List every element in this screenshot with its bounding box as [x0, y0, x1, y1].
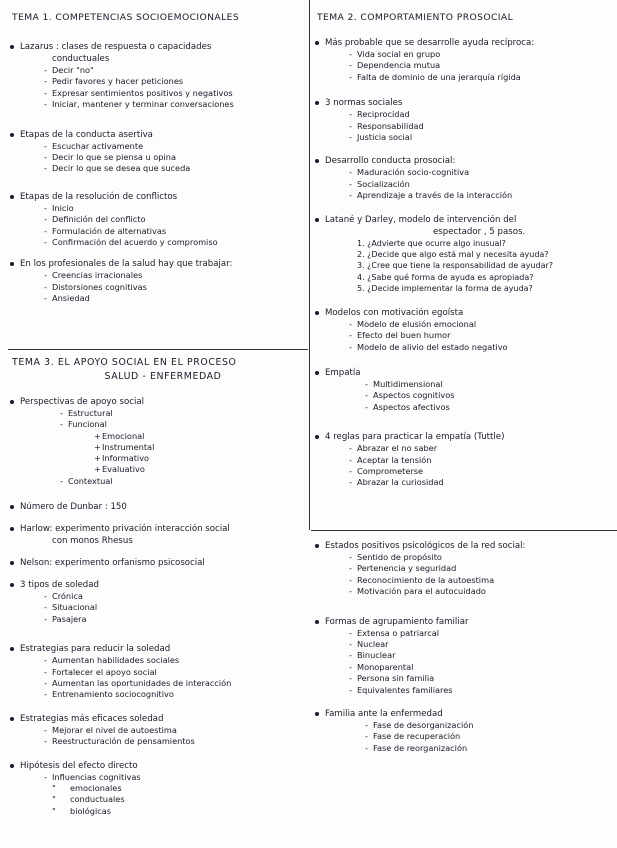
list-item: - Iniciar, mantener y terminar conversaciones — [8, 99, 306, 110]
estrategias-head: Estrategias para reducir la soledad — [8, 643, 306, 655]
list-item: - Sentido de propósito — [313, 552, 613, 563]
reglas-section — [313, 431, 613, 489]
tema3-title-line2: SALUD - ENFERMEDAD — [104, 371, 222, 382]
list-item: - Extensa o patriarcal — [313, 628, 613, 639]
modelos-section — [313, 307, 613, 353]
salud-head: En los profesionales de la salud hay que trabajar: — [8, 258, 306, 270]
estrategias-section — [8, 643, 306, 701]
list-item: " emocionales — [52, 783, 122, 794]
dunbar-section — [8, 501, 306, 513]
latane-cont: espectador , 5 pasos. — [433, 226, 526, 237]
right-column — [313, 8, 613, 499]
nelson-text: Nelson: experimento orfanismo psicosocial — [8, 557, 306, 569]
section-divider-left — [8, 349, 308, 350]
harlow-cont: con monos Rhesus — [52, 536, 133, 547]
probable-section — [313, 37, 613, 83]
list-item: - Reestructuración de pensamientos — [8, 736, 306, 747]
list-item: - Funcional — [8, 419, 306, 430]
list-item: - Pasajera — [8, 614, 306, 625]
list-item: - Expresar sentimientos positivos y negativos — [8, 88, 306, 99]
list-item: - Aspectos afectivos — [313, 402, 613, 413]
list-item: - Aprendizaje a través de la interacción — [313, 190, 613, 201]
list-item: - Aumentan las oportunidades de interacción — [8, 678, 306, 689]
conflictos-head: Etapas de la resolución de conflictos — [8, 191, 306, 203]
list-item: - Aspectos cognitivos — [313, 390, 613, 401]
normas-head: 3 normas sociales — [313, 97, 613, 109]
nelson-section — [8, 557, 306, 569]
list-item: - Motivación para el autocuidado — [313, 586, 613, 597]
list-item: 5. ¿Decide implementar la forma de ayuda? — [357, 284, 533, 294]
list-item: - Creencias irracionales — [8, 270, 306, 281]
familia-head: Familia ante la enfermedad — [313, 708, 613, 720]
estados-head: Estados positivos psicológicos de la red social: — [313, 540, 613, 552]
left-column — [8, 8, 306, 315]
tema2-title: TEMA 2. COMPORTAMIENTO PROSOCIAL — [317, 12, 514, 23]
sub-item: + Instrumental — [8, 442, 306, 453]
list-item: - Definición del conflicto — [8, 214, 306, 225]
list-item: - Pedir favores y hacer peticiones — [8, 76, 306, 87]
list-item: - Persona sin familia — [313, 673, 613, 684]
empatia-head: Empatía — [313, 367, 613, 379]
list-item: - Entrenamiento sociocognitivo — [8, 689, 306, 700]
list-item: - Decir "no" — [8, 65, 306, 76]
list-item: - Reciprocidad — [313, 109, 613, 120]
column-divider — [309, 0, 310, 530]
probable-head: Más probable que se desarrolle ayuda recíproca: — [313, 37, 613, 49]
list-item: - Equivalentes familiares — [313, 685, 613, 696]
list-item: - Maduración socio-cognitiva — [313, 167, 613, 178]
dunbar-text: Número de Dunbar : 150 — [8, 501, 306, 513]
list-item: - Situacional — [8, 602, 306, 613]
latane-section — [313, 214, 613, 295]
salud-section — [8, 258, 306, 304]
list-item: - Modelo de elusión emocional — [313, 319, 613, 330]
hipotesis-head: Hipótesis del efecto directo — [8, 760, 306, 772]
formas-head: Formas de agrupamiento familiar — [313, 616, 613, 628]
list-item: - Monoparental — [313, 662, 613, 673]
formas-section — [313, 616, 613, 696]
list-item: " conductuales — [52, 794, 125, 805]
etapas-head: Etapas de la conducta asertiva — [8, 129, 306, 141]
list-item: - Responsabilidad — [313, 121, 613, 132]
list-item: - Reconocimiento de la autoestima — [313, 575, 613, 586]
list-item: " biológicas — [52, 805, 112, 816]
list-item: - Dependencia mutua — [313, 60, 613, 71]
normas-section — [313, 97, 613, 143]
sub-item: + Evaluativo — [8, 464, 306, 475]
list-item: 1. ¿Advierte que ocurre algo inusual? — [357, 238, 506, 248]
eficaces-section — [8, 713, 306, 748]
list-item: - Falta de dominio de una jerarquía rígida — [313, 72, 613, 83]
list-item: - Abrazar el no saber — [313, 443, 613, 454]
list-item: 2. ¿Decide que algo está mal y necesita ayuda? — [357, 250, 549, 260]
tema1-title: TEMA 1. COMPETENCIAS SOCIOEMOCIONALES — [12, 12, 240, 23]
list-item: - Ansiedad — [8, 293, 306, 304]
soledad-head: 3 tipos de soledad — [8, 579, 306, 591]
list-item: - Crónica — [8, 591, 306, 602]
list-item: - Pertenencia y seguridad — [313, 563, 613, 574]
list-item: - Inicio — [8, 203, 306, 214]
list-item: - Decir lo que se desea que suceda — [8, 163, 306, 174]
list-item: - Fortalecer el apoyo social — [8, 667, 306, 678]
list-item: - Socialización — [313, 179, 613, 190]
soledad-section — [8, 579, 306, 625]
list-item: - Comprometerse — [313, 466, 613, 477]
hipotesis-section — [8, 760, 306, 817]
list-item: - Decir lo que se piensa u opina — [8, 152, 306, 163]
harlow-section — [8, 523, 306, 547]
perspectivas-head: Perspectivas de apoyo social — [8, 396, 306, 408]
lazarus-section — [8, 41, 306, 111]
desarrollo-head: Desarrollo conducta prosocial: — [313, 155, 613, 167]
latane-head: Latané y Darley, modelo de intervención del — [313, 214, 613, 226]
eficaces-head: Estrategias más eficaces soledad — [8, 713, 306, 725]
estados-section — [313, 540, 613, 598]
ditto-mark: " — [52, 783, 56, 794]
list-item: - Fase de desorganización — [313, 720, 613, 731]
reglas-head: 4 reglas para practicar la empatía (Tuttle) — [313, 431, 613, 443]
list-item: - Binuclear — [313, 650, 613, 661]
desarrollo-section — [313, 155, 613, 201]
list-item: - Escuchar activamente — [8, 141, 306, 152]
left-column-lower — [8, 396, 306, 827]
etapas-section — [8, 129, 306, 175]
empatia-section — [313, 367, 613, 413]
tema3-title — [12, 356, 304, 384]
list-item: - Aumentan habilidades sociales — [8, 655, 306, 666]
list-item: - Justicia social — [313, 132, 613, 143]
ditto-mark: " — [52, 805, 56, 816]
list-item: - Formulación de alternativas — [8, 226, 306, 237]
list-item: 4. ¿Sabe qué forma de ayuda es apropiada? — [357, 272, 534, 282]
list-item: - Nuclear — [313, 639, 613, 650]
list-item: - Influencias cognitivas — [8, 772, 306, 783]
list-item: - Aceptar la tensión — [313, 455, 613, 466]
list-item: - Contextual — [8, 476, 306, 487]
list-item: - Confirmación del acuerdo y compromiso — [8, 237, 306, 248]
right-column-lower — [313, 540, 613, 764]
list-item: - Abrazar la curiosidad — [313, 477, 613, 488]
familia-section — [313, 708, 613, 754]
sub-item: + Informativo — [8, 453, 306, 464]
sub-item: + Emocional — [8, 431, 306, 442]
list-item: - Estructural — [8, 408, 306, 419]
conflictos-section — [8, 191, 306, 249]
list-item: - Multidimensional — [313, 379, 613, 390]
ditto-mark: " — [52, 794, 56, 805]
list-item: - Vida social en grupo — [313, 49, 613, 60]
lazarus-head: Lazarus : clases de respuesta o capacidades — [8, 41, 306, 53]
list-item: 3. ¿Cree que tiene la responsabilidad de ayudar? — [357, 261, 554, 271]
list-item: - Mejorar el nivel de autoestima — [8, 725, 306, 736]
list-item: - Fase de recuperación — [313, 731, 613, 742]
list-item: - Fase de reorganización — [313, 743, 613, 754]
harlow-head: Harlow: experimento privación interacción social — [8, 523, 306, 535]
list-item: - Modelo de alivio del estado negativo — [313, 342, 613, 353]
lazarus-cont: conductuales — [52, 54, 110, 64]
modelos-head: Modelos con motivación egoísta — [313, 307, 613, 319]
list-item: - Efecto del buen humor — [313, 330, 613, 341]
perspectivas-section — [8, 396, 306, 487]
tema3-title-line1: TEMA 3. EL APOYO SOCIAL EN EL PROCESO — [12, 357, 237, 368]
list-item: - Distorsiones cognitivas — [8, 282, 306, 293]
section-divider-right — [311, 530, 617, 531]
